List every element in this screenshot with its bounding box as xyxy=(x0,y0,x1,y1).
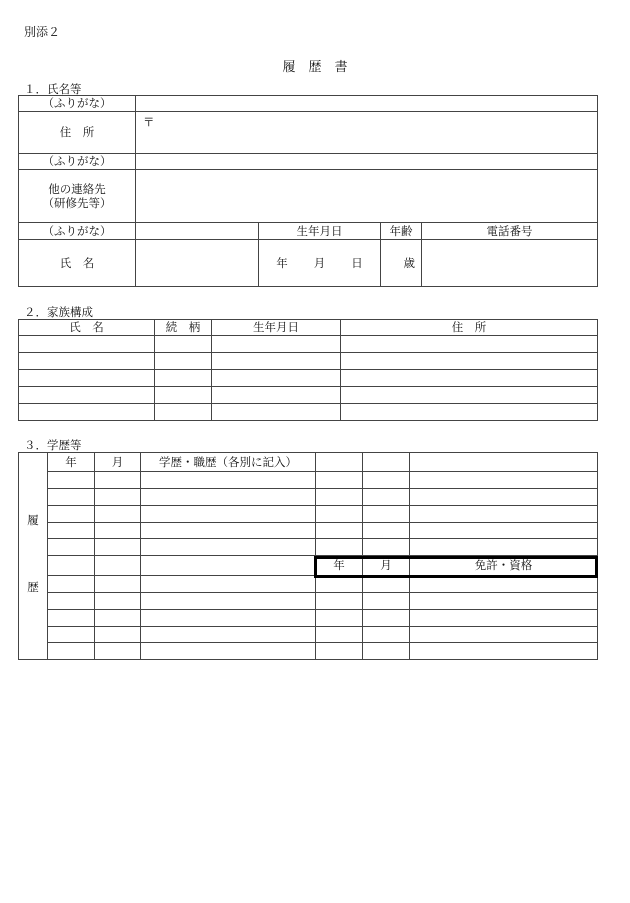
history-row xyxy=(19,610,598,627)
history-cell[interactable] xyxy=(48,556,95,576)
history-row xyxy=(19,523,598,539)
family-address-cell[interactable] xyxy=(341,353,598,370)
history-side-label xyxy=(19,453,48,660)
history-cell[interactable] xyxy=(410,506,598,523)
family-address-cell[interactable] xyxy=(341,404,598,421)
family-birthdate-header: 生年月日 xyxy=(212,320,341,336)
family-relation-cell[interactable] xyxy=(155,336,212,353)
address-furigana-field[interactable] xyxy=(136,96,598,112)
age-header: 年齢 xyxy=(381,223,422,240)
family-table xyxy=(18,319,598,421)
phone-header: 電話番号 xyxy=(422,223,598,240)
age-field[interactable] xyxy=(381,240,422,287)
history-cell[interactable] xyxy=(48,593,95,610)
license-cell[interactable] xyxy=(316,576,363,593)
section2-heading: ２．家族構成 xyxy=(24,305,93,319)
history-cell[interactable] xyxy=(95,539,141,556)
history-cell[interactable] xyxy=(141,643,316,660)
contact-furigana-label: （ふりがな） xyxy=(19,154,136,170)
attachment-label: 別添２ xyxy=(24,25,61,39)
edu-year-header: 年 xyxy=(48,453,95,472)
history-cell[interactable] xyxy=(316,523,363,539)
family-row xyxy=(19,387,598,404)
edu-detail-header: 学歴・職歴（各別に記入） xyxy=(141,453,316,472)
phone-field[interactable] xyxy=(422,240,598,287)
name-field[interactable] xyxy=(136,240,259,287)
history-row xyxy=(19,489,598,506)
history-cell[interactable] xyxy=(48,539,95,556)
history-row xyxy=(19,556,598,576)
name-label: 氏 名 xyxy=(19,240,136,287)
empty-cell[interactable] xyxy=(316,453,363,472)
age-unit: 歳 xyxy=(403,255,415,270)
license-cell[interactable] xyxy=(363,610,410,627)
history-cell[interactable] xyxy=(95,506,141,523)
history-cell[interactable] xyxy=(95,610,141,627)
history-cell[interactable] xyxy=(141,610,316,627)
other-contact-field[interactable] xyxy=(136,170,598,223)
history-cell[interactable] xyxy=(95,643,141,660)
section1-heading: １．氏名等 xyxy=(24,82,82,96)
family-name-cell[interactable] xyxy=(19,336,155,353)
side-label-bottom: 歴 xyxy=(27,580,39,595)
edu-month-header: 月 xyxy=(95,453,141,472)
history-cell[interactable] xyxy=(363,489,410,506)
name-furigana-field[interactable] xyxy=(136,223,259,240)
history-cell[interactable] xyxy=(48,489,95,506)
license-year-header: 年 xyxy=(316,556,363,576)
family-name-cell[interactable] xyxy=(19,370,155,387)
history-cell[interactable] xyxy=(141,593,316,610)
history-cell[interactable] xyxy=(141,539,316,556)
family-birthdate-cell[interactable] xyxy=(212,336,341,353)
history-cell[interactable] xyxy=(410,539,598,556)
empty-cell[interactable] xyxy=(410,453,598,472)
family-birthdate-cell[interactable] xyxy=(212,353,341,370)
history-cell[interactable] xyxy=(48,610,95,627)
family-row xyxy=(19,370,598,387)
birth-year-unit: 年 xyxy=(276,255,288,270)
postal-mark: 〒 xyxy=(143,115,155,129)
family-name-cell[interactable] xyxy=(19,387,155,404)
other-contact-line1: 他の連絡先 xyxy=(48,181,106,196)
history-cell[interactable] xyxy=(141,576,316,593)
family-relation-cell[interactable] xyxy=(155,387,212,404)
address-furigana-label: （ふりがな） xyxy=(19,96,136,112)
family-row xyxy=(19,404,598,421)
history-cell[interactable] xyxy=(48,523,95,539)
history-cell[interactable] xyxy=(48,576,95,593)
history-cell[interactable] xyxy=(141,556,316,576)
history-cell[interactable] xyxy=(363,539,410,556)
license-cell[interactable] xyxy=(363,593,410,610)
history-row xyxy=(19,472,598,489)
history-cell[interactable] xyxy=(48,627,95,643)
side-label-top: 履 xyxy=(27,513,39,527)
family-birthdate-cell[interactable] xyxy=(212,387,341,404)
history-cell[interactable] xyxy=(141,627,316,643)
history-cell[interactable] xyxy=(48,472,95,489)
family-row xyxy=(19,353,598,370)
family-address-cell[interactable] xyxy=(341,387,598,404)
history-cell[interactable] xyxy=(95,593,141,610)
license-detail-header: 免許・資格 xyxy=(410,556,598,576)
family-address-cell[interactable] xyxy=(341,370,598,387)
history-cell[interactable] xyxy=(95,472,141,489)
address-field[interactable] xyxy=(136,112,598,154)
family-relation-header: 続 柄 xyxy=(155,320,212,336)
history-cell[interactable] xyxy=(316,472,363,489)
birth-day-unit: 日 xyxy=(351,255,363,270)
family-row xyxy=(19,336,598,353)
history-cell[interactable] xyxy=(141,472,316,489)
license-cell[interactable] xyxy=(316,627,363,643)
history-cell[interactable] xyxy=(410,472,598,489)
empty-cell[interactable] xyxy=(363,453,410,472)
license-cell[interactable] xyxy=(363,627,410,643)
family-address-cell[interactable] xyxy=(341,336,598,353)
history-row xyxy=(19,627,598,643)
family-birthdate-cell[interactable] xyxy=(212,404,341,421)
history-cell[interactable] xyxy=(95,489,141,506)
contact-furigana-field[interactable] xyxy=(136,154,598,170)
address-label: 住 所 xyxy=(19,112,136,154)
history-cell[interactable] xyxy=(48,643,95,660)
license-cell[interactable] xyxy=(410,643,598,660)
license-cell[interactable] xyxy=(316,593,363,610)
history-cell[interactable] xyxy=(48,506,95,523)
license-cell[interactable] xyxy=(316,610,363,627)
history-cell[interactable] xyxy=(363,506,410,523)
section3-heading: ３．学歴等 xyxy=(24,438,82,452)
license-cell[interactable] xyxy=(410,593,598,610)
history-row xyxy=(19,506,598,523)
license-cell[interactable] xyxy=(316,643,363,660)
family-name-cell[interactable] xyxy=(19,353,155,370)
family-relation-cell[interactable] xyxy=(155,404,212,421)
family-birthdate-cell[interactable] xyxy=(212,370,341,387)
license-cell[interactable] xyxy=(410,610,598,627)
history-cell[interactable] xyxy=(141,506,316,523)
history-cell[interactable] xyxy=(410,523,598,539)
license-month-header: 月 xyxy=(363,556,410,576)
history-row xyxy=(19,593,598,610)
history-row xyxy=(19,643,598,660)
history-row xyxy=(19,539,598,556)
license-cell[interactable] xyxy=(410,576,598,593)
history-cell[interactable] xyxy=(95,556,141,576)
birthdate-header: 生年月日 xyxy=(259,223,381,240)
history-cell[interactable] xyxy=(95,523,141,539)
history-table xyxy=(18,452,598,660)
history-cell[interactable] xyxy=(316,489,363,506)
history-cell[interactable] xyxy=(316,539,363,556)
personal-info-table xyxy=(18,95,598,287)
license-cell[interactable] xyxy=(363,643,410,660)
history-cell[interactable] xyxy=(316,506,363,523)
history-row xyxy=(19,576,598,593)
history-cell[interactable] xyxy=(363,472,410,489)
document-title: 履 歴 書 xyxy=(282,60,348,75)
history-cell[interactable] xyxy=(141,489,316,506)
history-cell[interactable] xyxy=(410,489,598,506)
license-cell[interactable] xyxy=(363,576,410,593)
family-name-header: 氏 名 xyxy=(19,320,155,336)
history-cell[interactable] xyxy=(95,627,141,643)
family-relation-cell[interactable] xyxy=(155,370,212,387)
family-address-header: 住 所 xyxy=(341,320,598,336)
family-name-cell[interactable] xyxy=(19,404,155,421)
other-contact-line2: （研修先等） xyxy=(42,196,112,210)
birth-month-unit: 月 xyxy=(313,255,326,270)
history-cell[interactable] xyxy=(95,576,141,593)
other-contact-label xyxy=(19,170,136,223)
birthdate-field[interactable] xyxy=(259,240,381,287)
name-furigana-label: （ふりがな） xyxy=(19,223,136,240)
family-relation-cell[interactable] xyxy=(155,353,212,370)
history-cell[interactable] xyxy=(363,523,410,539)
history-cell[interactable] xyxy=(141,523,316,539)
license-cell[interactable] xyxy=(410,627,598,643)
